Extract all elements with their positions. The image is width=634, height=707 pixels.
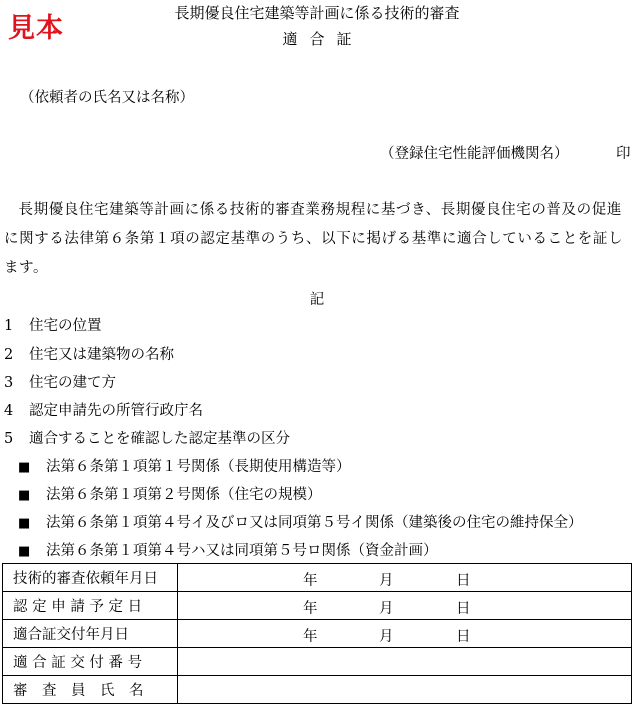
- document-title: 長期優良住宅建築等計画に係る技術的審査: [174, 4, 460, 22]
- row-label: 適合証交付年月日: [3, 620, 178, 648]
- certification-statement: 長期優良住宅建築等計画に係る技術的審査業務規程に基づき、長期優良住宅の普及の促進に関する法律第６条第１項の認定基準のうち、以下に掲げる基準に適合していることを証します。: [4, 202, 624, 276]
- organization-name-label: （登録住宅性能評価機関名）: [380, 146, 569, 162]
- examiner-name-cell: [178, 676, 632, 704]
- criteria-label: 法第６条第１項第１号関係（長期使用構造等）: [46, 459, 351, 475]
- list-item: [4, 399, 203, 420]
- item-label: 住宅又は建築物の名称: [29, 347, 174, 363]
- list-item: [4, 427, 290, 448]
- item-label: 住宅の位置: [29, 318, 102, 334]
- item-number: 2: [4, 347, 14, 363]
- list-item: [4, 314, 102, 335]
- certificate-info-table: [2, 563, 632, 704]
- row-label: 認 定 申 請 予 定 日: [3, 592, 178, 620]
- item-number: 4: [4, 403, 14, 419]
- table-row: [3, 564, 632, 592]
- date-cell: [178, 564, 632, 592]
- item-number: 3: [4, 375, 14, 391]
- item-label: 認定申請先の所管行政庁名: [29, 403, 203, 419]
- item-number: 5: [4, 431, 14, 447]
- seal-mark: 印: [616, 146, 631, 162]
- row-label: 技術的審査依頼年月日: [3, 564, 178, 592]
- table-row: [3, 592, 632, 620]
- row-label: 適 合 証 交 付 番 号: [3, 648, 178, 676]
- date-cell: [178, 620, 632, 648]
- year-unit: 年: [303, 573, 318, 589]
- day-unit: 日: [456, 629, 471, 645]
- criteria-item: [18, 539, 438, 560]
- item-number: 1: [4, 318, 14, 334]
- client-name-label: （依頼者の氏名又は名称）: [20, 90, 194, 106]
- row-label: 審 査 員 氏 名: [3, 676, 178, 704]
- filled-square-icon: ■: [18, 488, 31, 503]
- filled-square-icon: ■: [18, 460, 31, 475]
- certificate-number-cell: [178, 648, 632, 676]
- criteria-label: 法第６条第１項第４号イ及びロ又は同項第５号イ関係（建築後の住宅の維持保全）: [46, 515, 583, 531]
- filled-square-icon: ■: [18, 516, 31, 531]
- item-label: 住宅の建て方: [29, 375, 116, 391]
- year-unit: 年: [303, 629, 318, 645]
- day-unit: 日: [456, 573, 471, 589]
- document-subtitle: 適合証: [282, 30, 364, 48]
- month-unit: 月: [379, 629, 394, 645]
- criteria-item: [18, 511, 583, 532]
- criteria-item: [18, 455, 351, 476]
- day-unit: 日: [456, 601, 471, 617]
- sample-stamp: 見本: [8, 13, 64, 44]
- ki-heading: 記: [309, 292, 325, 308]
- criteria-item: [18, 483, 322, 504]
- table-row: [3, 648, 632, 676]
- year-unit: 年: [303, 601, 318, 617]
- list-item: [4, 371, 116, 392]
- criteria-label: 法第６条第１項第４号ハ又は同項第５号ロ関係（資金計画）: [46, 543, 438, 559]
- table-row: [3, 620, 632, 648]
- date-cell: [178, 592, 632, 620]
- criteria-label: 法第６条第１項第２号関係（住宅の規模）: [46, 487, 322, 503]
- month-unit: 月: [379, 601, 394, 617]
- filled-square-icon: ■: [18, 544, 31, 559]
- table-row: [3, 676, 632, 704]
- item-label: 適合することを確認した認定基準の区分: [29, 431, 290, 447]
- list-item: [4, 343, 174, 364]
- month-unit: 月: [379, 573, 394, 589]
